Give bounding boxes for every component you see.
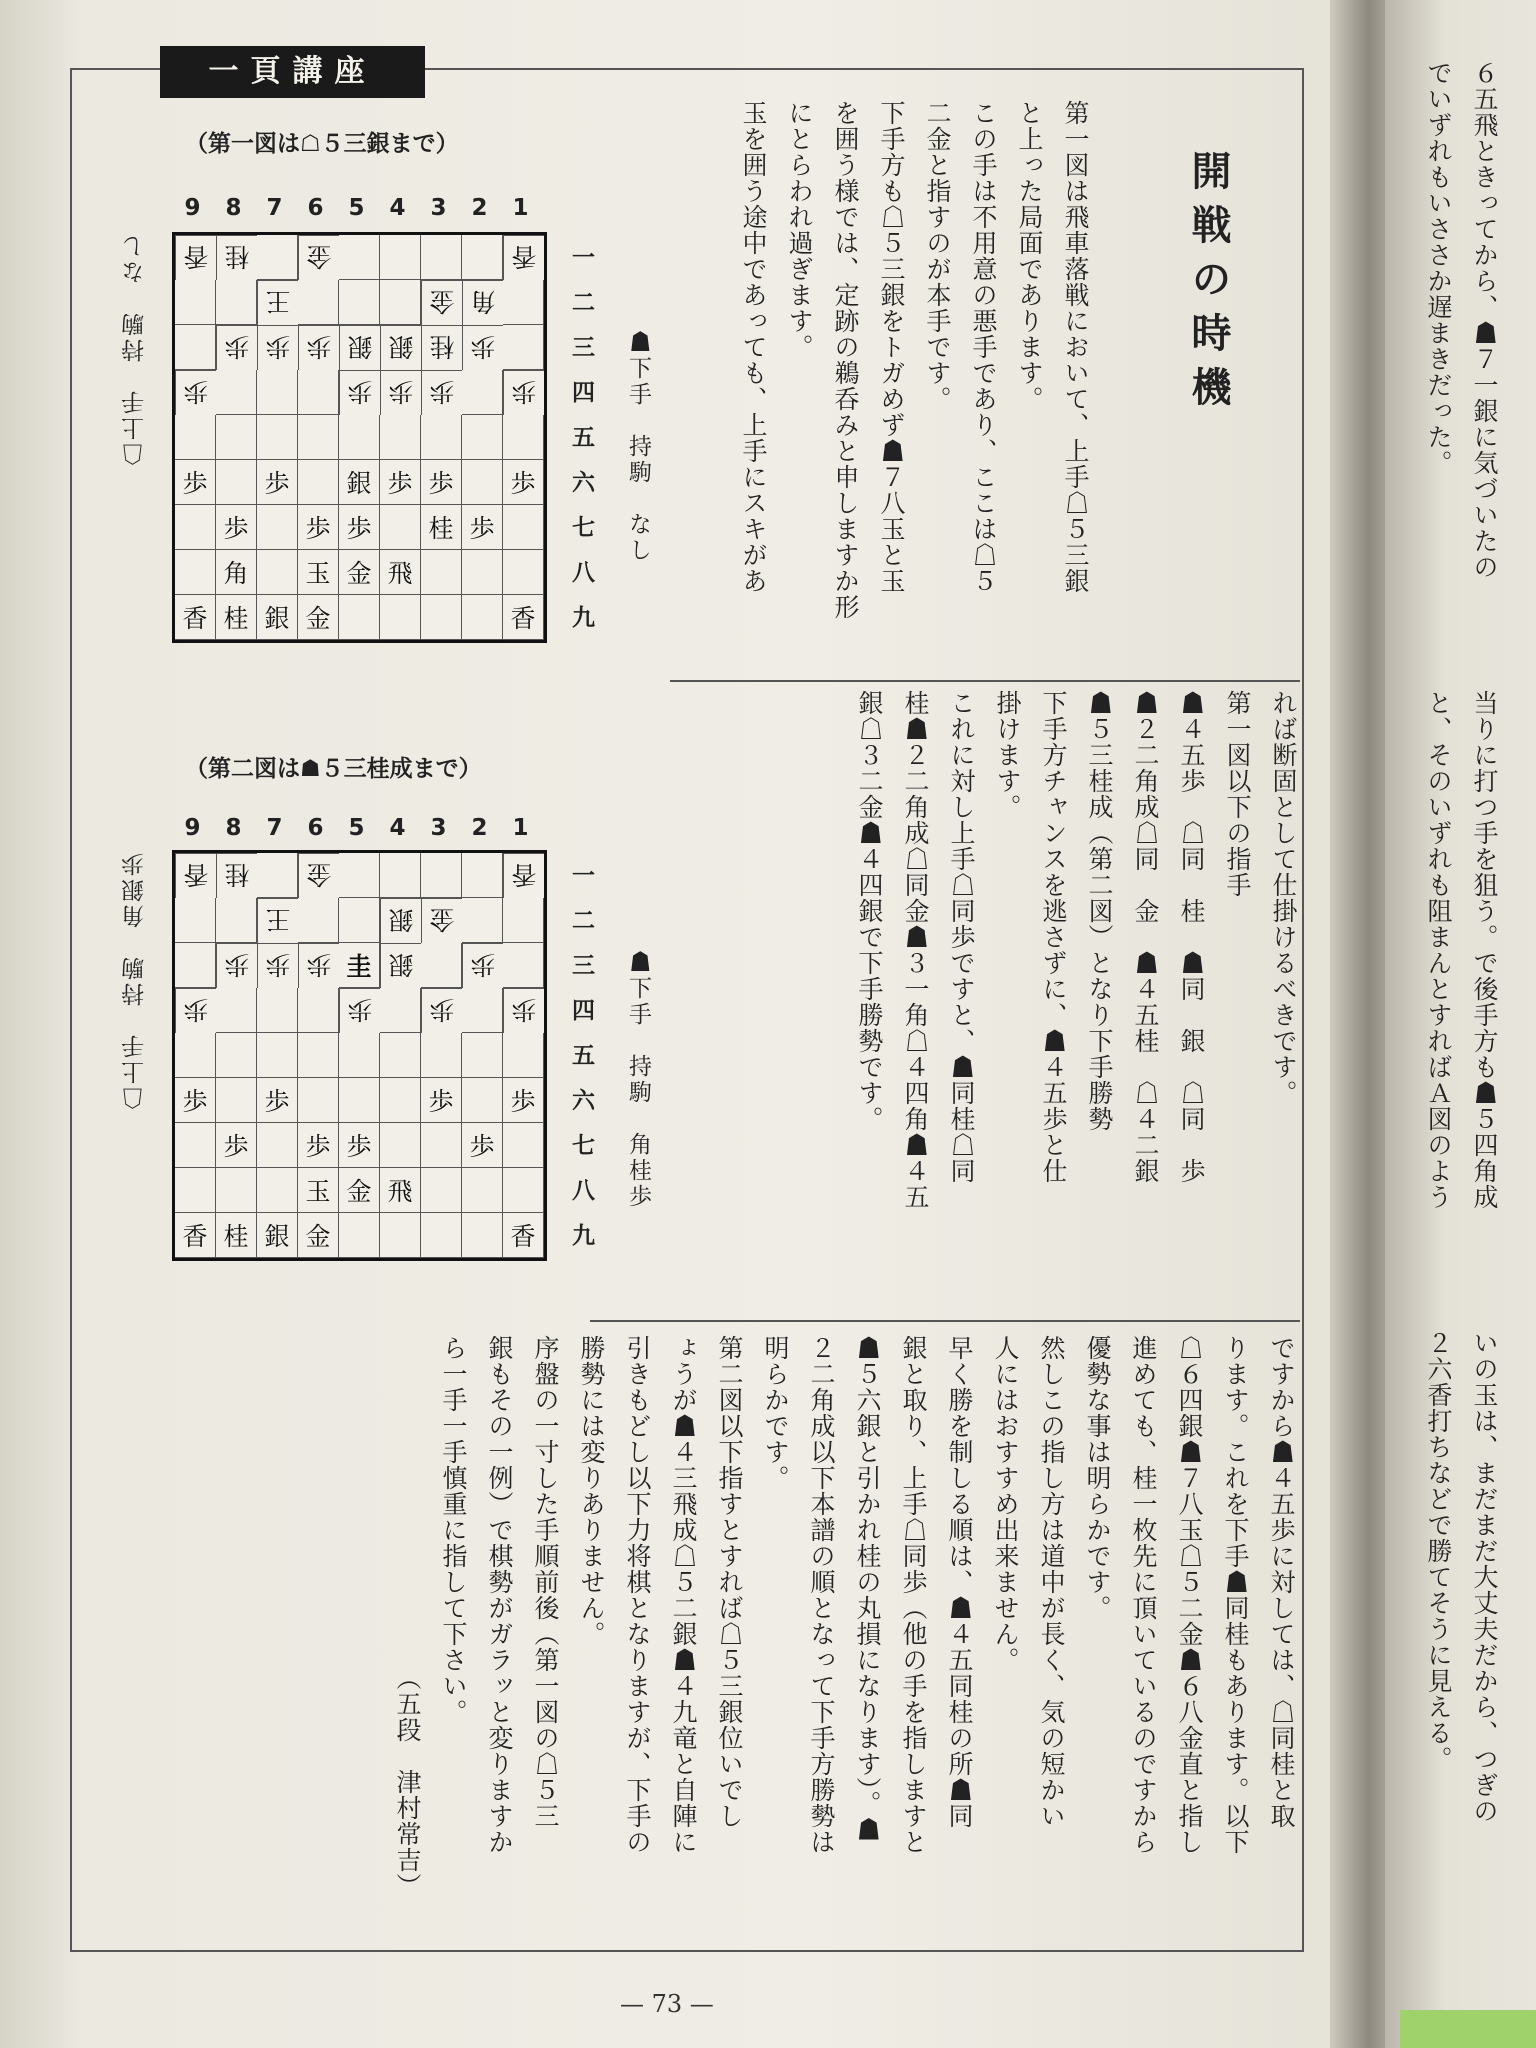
board-square [421, 1123, 462, 1168]
shogi-piece: 歩 [175, 370, 216, 415]
file-label: 2 [471, 815, 488, 841]
file-label: 7 [266, 815, 283, 841]
shogi-piece: 飛 [380, 1168, 421, 1213]
text-line: ☗５三桂成（第二図）となり下手勝勢 [1085, 690, 1114, 1132]
shogi-piece: 歩 [298, 1123, 339, 1168]
text-line: れば断固として仕掛けるべきです。 [1269, 690, 1298, 1106]
shogi-piece: 銀 [380, 943, 421, 988]
text-line: 勝勢には変りありません。 [577, 1335, 606, 1647]
rank-label: 一 [572, 244, 595, 271]
board-square [298, 280, 339, 325]
figure1-sente-hand: ☗下手 持駒 なし [625, 330, 651, 564]
figure2-caption: （第二図は☗５三桂成まで） [185, 756, 482, 782]
shogi-piece: 角 [462, 280, 503, 325]
board-square [462, 460, 503, 505]
text-line: ２二角成以下本譜の順となって下手方勝勢は [807, 1335, 836, 1855]
board-square [175, 898, 216, 943]
rank-label: 三 [572, 334, 595, 361]
board-square [257, 415, 298, 460]
file-label: 1 [512, 195, 529, 221]
board-square [380, 988, 421, 1033]
text-line: 銀☖３二金☗４四銀で下手勝勢です。 [855, 690, 884, 1132]
board-square [339, 595, 380, 640]
text-line: 銀と取り、上手☖同歩（他の手を指しますと [899, 1335, 928, 1855]
board-square [175, 505, 216, 550]
text-block-bottom [304, 1335, 1304, 1935]
shogi-piece: 金 [298, 235, 339, 280]
shogi-piece: 歩 [421, 1078, 462, 1123]
rank-label: 一 [572, 862, 595, 889]
board-square [380, 280, 421, 325]
text-line: 下手方チャンスを逃さずに、☗４五歩と仕 [1039, 690, 1068, 1184]
text-line: 玉を囲う途中であっても、上手にスキがあ [739, 100, 768, 594]
text-line: 人にはおすすめ出来ません。 [991, 1335, 1020, 1673]
board-square [298, 1078, 339, 1123]
rank-label: 七 [572, 1132, 595, 1159]
board-square [421, 415, 462, 460]
board-square [462, 1078, 503, 1123]
figure1-gote-hand: ☖上手 持駒 なし [122, 232, 148, 466]
right-page-text-top [1415, 60, 1507, 660]
shogi-piece: 歩 [380, 370, 421, 415]
shogi-piece: 歩 [257, 325, 298, 370]
shogi-piece: 桂 [216, 853, 257, 898]
shogi-piece: 歩 [257, 460, 298, 505]
text-line: 掛けます。 [993, 690, 1022, 820]
figure1-caption: （第一図は☖５三銀まで） [185, 131, 459, 157]
text-line: と、そのいずれも阻まんとすればＡ図のよう [1424, 690, 1453, 1210]
board-square [298, 415, 339, 460]
shogi-piece: 香 [175, 595, 216, 640]
shogi-piece: 歩 [175, 460, 216, 505]
figure2-sente-hand: ☗下手 持駒 角桂歩 [625, 950, 651, 1210]
shogi-piece: 歩 [503, 370, 544, 415]
shogi-piece: 香 [175, 853, 216, 898]
file-label: 6 [307, 815, 324, 841]
board-square [380, 415, 421, 460]
shogi-piece: 香 [175, 1213, 216, 1258]
shogi-piece: 香 [503, 235, 544, 280]
figure1-board [172, 232, 547, 643]
shogi-piece: 玉 [298, 550, 339, 595]
column-divider-top [670, 680, 1300, 682]
board-square [298, 1033, 339, 1078]
shogi-piece: 歩 [339, 370, 380, 415]
board-square [298, 898, 339, 943]
board-square [216, 280, 257, 325]
board-square [462, 1213, 503, 1258]
shogi-piece: 銀 [339, 325, 380, 370]
shogi-piece: 歩 [175, 988, 216, 1033]
figure1-rank-labels [572, 235, 595, 640]
rank-label: 五 [572, 1042, 595, 1069]
board-square [503, 943, 544, 988]
text-block-middle [806, 690, 1306, 1310]
text-line: と上った局面であります。 [1015, 100, 1044, 412]
text-block-top [598, 100, 1098, 670]
text-line: ☗５六銀と引かれ桂の丸損になります）。☗ [853, 1335, 882, 1843]
shogi-piece: 金 [339, 1168, 380, 1213]
shogi-piece: 歩 [503, 1078, 544, 1123]
text-line: 桂☗２二角成☖同金☗３一角☖４四角☗４五 [901, 690, 930, 1210]
file-label: 9 [184, 195, 201, 221]
shogi-piece: 金 [339, 550, 380, 595]
rank-label: 六 [572, 1087, 595, 1114]
shogi-piece: 金 [298, 595, 339, 640]
board-square [503, 415, 544, 460]
shogi-piece: 歩 [339, 505, 380, 550]
shogi-piece: 歩 [503, 460, 544, 505]
rank-label: 九 [572, 604, 595, 631]
board-square [462, 1033, 503, 1078]
file-label: 7 [266, 195, 283, 221]
shogi-piece: 桂 [421, 505, 462, 550]
board-square [421, 1033, 462, 1078]
board-square [503, 1033, 544, 1078]
board-square [175, 1123, 216, 1168]
shogi-piece: 桂 [216, 595, 257, 640]
rank-label: 八 [572, 1177, 595, 1204]
board-square [257, 505, 298, 550]
board-square [421, 550, 462, 595]
file-label: 9 [184, 815, 201, 841]
text-line: 然しこの指し方は道中が長く、気の短かい [1037, 1335, 1066, 1829]
rank-label: 七 [572, 514, 595, 541]
board-square [503, 550, 544, 595]
rank-label: 四 [572, 379, 595, 406]
board-square [503, 1123, 544, 1168]
board-square [421, 1168, 462, 1213]
board-square [503, 505, 544, 550]
shogi-piece: 歩 [298, 943, 339, 988]
text-line: ら一手一手慎重に指して下さい。 [439, 1335, 468, 1725]
shogi-piece: 金 [298, 1213, 339, 1258]
board-square [339, 898, 380, 943]
file-label: 6 [307, 195, 324, 221]
text-line: ２六香打ちなどで勝てそうに見える。 [1424, 1330, 1453, 1772]
shogi-piece: 圭 [339, 943, 380, 988]
rank-label: 八 [572, 559, 595, 586]
file-label: 5 [348, 815, 365, 841]
board-square [257, 550, 298, 595]
text-line: 明らかです。 [761, 1335, 790, 1491]
text-line: ☗２二角成☖同 金 ☗４五桂 ☖４二銀 [1131, 690, 1160, 1184]
shogi-piece: 歩 [421, 370, 462, 415]
shogi-piece: 歩 [462, 325, 503, 370]
board-square [298, 460, 339, 505]
board-square [339, 1078, 380, 1123]
shogi-piece: 歩 [257, 943, 298, 988]
board-square [503, 1168, 544, 1213]
shogi-piece: 桂 [421, 325, 462, 370]
board-square [216, 1078, 257, 1123]
file-label: 3 [430, 815, 447, 841]
board-square [380, 235, 421, 280]
text-line: 銀もその一例）で棋勢がガラッと変りますか [485, 1335, 514, 1855]
text-line: ６五飛ときってから、☗７一銀に気づいたの [1470, 60, 1499, 580]
rank-label: 六 [572, 469, 595, 496]
board-square [216, 460, 257, 505]
shogi-piece: 金 [421, 280, 462, 325]
shogi-piece: 歩 [380, 460, 421, 505]
figure2-board [172, 850, 547, 1261]
shogi-piece: 桂 [216, 235, 257, 280]
board-square [175, 943, 216, 988]
page-number: — 73 — [620, 1990, 714, 2018]
board-square [257, 370, 298, 415]
text-line: 下手方も☖５三銀をトガめず☗７八玉と玉 [877, 100, 906, 594]
file-label: 5 [348, 195, 365, 221]
shogi-piece: 歩 [339, 1123, 380, 1168]
right-page-text-bottom [1415, 1330, 1507, 1930]
text-line: 当りに打つ手を狙う。で後手方も☗５四角成 [1470, 690, 1499, 1210]
file-label: 3 [430, 195, 447, 221]
shogi-piece: 銀 [339, 460, 380, 505]
shogi-piece: 歩 [216, 505, 257, 550]
board-square [380, 505, 421, 550]
board-square [380, 1033, 421, 1078]
shogi-piece: 王 [257, 280, 298, 325]
board-square [175, 1033, 216, 1078]
board-square [462, 415, 503, 460]
board-square [257, 1123, 298, 1168]
board-square [339, 853, 380, 898]
text-line: いの玉は、まだまだ大丈夫だから、つぎの [1470, 1330, 1499, 1824]
board-square [462, 595, 503, 640]
figure2-rank-labels [572, 853, 595, 1258]
shogi-piece: 歩 [339, 988, 380, 1033]
board-square [175, 325, 216, 370]
board-square [339, 1213, 380, 1258]
board-square [380, 1123, 421, 1168]
background-strip [1400, 2010, 1536, 2048]
shogi-piece: 歩 [216, 325, 257, 370]
text-line: ります。これを下手☗同桂もあります。以下 [1221, 1335, 1250, 1855]
board-square [339, 415, 380, 460]
text-line: でいずれもいささか遅まきだった。 [1424, 60, 1453, 476]
board-square [421, 943, 462, 988]
shogi-piece: 歩 [462, 943, 503, 988]
text-line: 第二図以下指すとすれば☖５三銀位いでし [715, 1335, 744, 1829]
shogi-piece: 玉 [298, 1168, 339, 1213]
board-square [421, 853, 462, 898]
shogi-piece: 銀 [257, 595, 298, 640]
board-square [462, 370, 503, 415]
board-square [216, 1033, 257, 1078]
text-line: これに対し上手☖同歩ですと、☗同桂☖同 [947, 690, 976, 1184]
board-square [257, 235, 298, 280]
board-square [462, 988, 503, 1033]
board-square [339, 280, 380, 325]
text-line: 序盤の一寸した手順前後（第一図の☖５三 [531, 1335, 560, 1829]
board-square [175, 415, 216, 460]
shogi-piece: 金 [421, 898, 462, 943]
text-line: を囲う様では、定跡の鵜呑みと申しますか形 [831, 100, 860, 620]
right-page-text-middle [1415, 690, 1507, 1310]
figure1-file-labels [172, 195, 541, 221]
board-square [421, 595, 462, 640]
text-line: 優勢な事は明らかです。 [1083, 1335, 1112, 1621]
text-line: にとらわれ過ぎます。 [785, 100, 814, 360]
board-square [503, 325, 544, 370]
board-square [462, 235, 503, 280]
text-line: 進めても、桂一枚先に頂いているのですから [1129, 1335, 1158, 1855]
board-square [298, 988, 339, 1033]
file-label: 4 [389, 815, 406, 841]
file-label: 4 [389, 195, 406, 221]
figure2-gote-hand: ☖上手 持駒 角銀歩 [122, 850, 148, 1110]
board-square [257, 853, 298, 898]
text-line: ☗４五歩 ☖同 桂 ☗同 銀 ☖同 歩 [1177, 690, 1206, 1184]
board-square [462, 898, 503, 943]
section-header: 一頁講座 [160, 46, 425, 98]
shogi-piece: 歩 [421, 988, 462, 1033]
file-label: 2 [471, 195, 488, 221]
board-square [380, 1078, 421, 1123]
board-square [462, 550, 503, 595]
text-line: ょうが☗４三飛成☖５二銀☗４九竜と自陣に [669, 1335, 698, 1855]
shogi-piece: 歩 [175, 1078, 216, 1123]
shogi-piece: 桂 [216, 1213, 257, 1258]
shogi-piece: 香 [175, 235, 216, 280]
shogi-piece: 銀 [257, 1213, 298, 1258]
text-line: ですから☗４五歩に対しては、☖同桂と取 [1267, 1335, 1296, 1829]
shogi-piece: 香 [503, 1213, 544, 1258]
board-square [503, 898, 544, 943]
shogi-piece: 王 [257, 898, 298, 943]
rank-label: 四 [572, 997, 595, 1024]
shogi-piece: 歩 [216, 1123, 257, 1168]
board-square [257, 988, 298, 1033]
shogi-piece: 歩 [462, 1123, 503, 1168]
board-square [216, 370, 257, 415]
board-square [298, 370, 339, 415]
rank-label: 二 [572, 289, 595, 316]
shogi-piece: 歩 [298, 325, 339, 370]
shogi-piece: 飛 [380, 550, 421, 595]
board-square [216, 1168, 257, 1213]
board-square [339, 1033, 380, 1078]
shogi-piece: 歩 [421, 460, 462, 505]
shogi-piece: 角 [216, 550, 257, 595]
shogi-piece: 歩 [503, 988, 544, 1033]
board-square [257, 1033, 298, 1078]
file-label: 8 [225, 195, 242, 221]
board-square [257, 1168, 298, 1213]
shogi-piece: 歩 [257, 1078, 298, 1123]
board-square [462, 1168, 503, 1213]
author-signature: （五段 津村常吉） [393, 1665, 422, 1899]
shogi-piece: 香 [503, 595, 544, 640]
shogi-piece: 香 [503, 853, 544, 898]
shogi-piece: 銀 [380, 898, 421, 943]
file-label: 1 [512, 815, 529, 841]
board-square [421, 1213, 462, 1258]
board-square [462, 853, 503, 898]
text-line: 二金と指すのが本手です。 [923, 100, 952, 412]
shogi-piece: 歩 [216, 943, 257, 988]
board-square [175, 1168, 216, 1213]
text-line: 第一図は飛車落戦において、上手☖５三銀 [1061, 100, 1090, 594]
text-line: 早く勝を制しる順は、☗４五同桂の所☗同 [945, 1335, 974, 1829]
rank-label: 二 [572, 907, 595, 934]
column-divider-bottom [590, 1320, 1300, 1322]
board-square [216, 415, 257, 460]
shogi-piece: 歩 [298, 505, 339, 550]
text-line: 引きもどし以下力将棋となりますが、下手の [623, 1335, 652, 1855]
board-square [380, 595, 421, 640]
board-square [216, 988, 257, 1033]
figure2-file-labels [172, 815, 541, 841]
article-title: 開戦の時機 [1185, 150, 1231, 420]
board-square [175, 280, 216, 325]
board-square [339, 235, 380, 280]
board-square [175, 550, 216, 595]
shogi-piece: 銀 [380, 325, 421, 370]
text-line: ☖６四銀☗７八玉☖５二金☗６八金直と指し [1175, 1335, 1204, 1855]
board-square [216, 898, 257, 943]
shogi-piece: 金 [298, 853, 339, 898]
text-line: この手は不用意の悪手であり、ここは☖５ [969, 100, 998, 594]
file-label: 8 [225, 815, 242, 841]
board-square [503, 280, 544, 325]
board-square [380, 853, 421, 898]
rank-label: 五 [572, 424, 595, 451]
board-square [421, 235, 462, 280]
text-line: 第一図以下の指手 [1223, 690, 1252, 898]
rank-label: 九 [572, 1222, 595, 1249]
shogi-piece: 歩 [462, 505, 503, 550]
rank-label: 三 [572, 952, 595, 979]
board-square [380, 1213, 421, 1258]
